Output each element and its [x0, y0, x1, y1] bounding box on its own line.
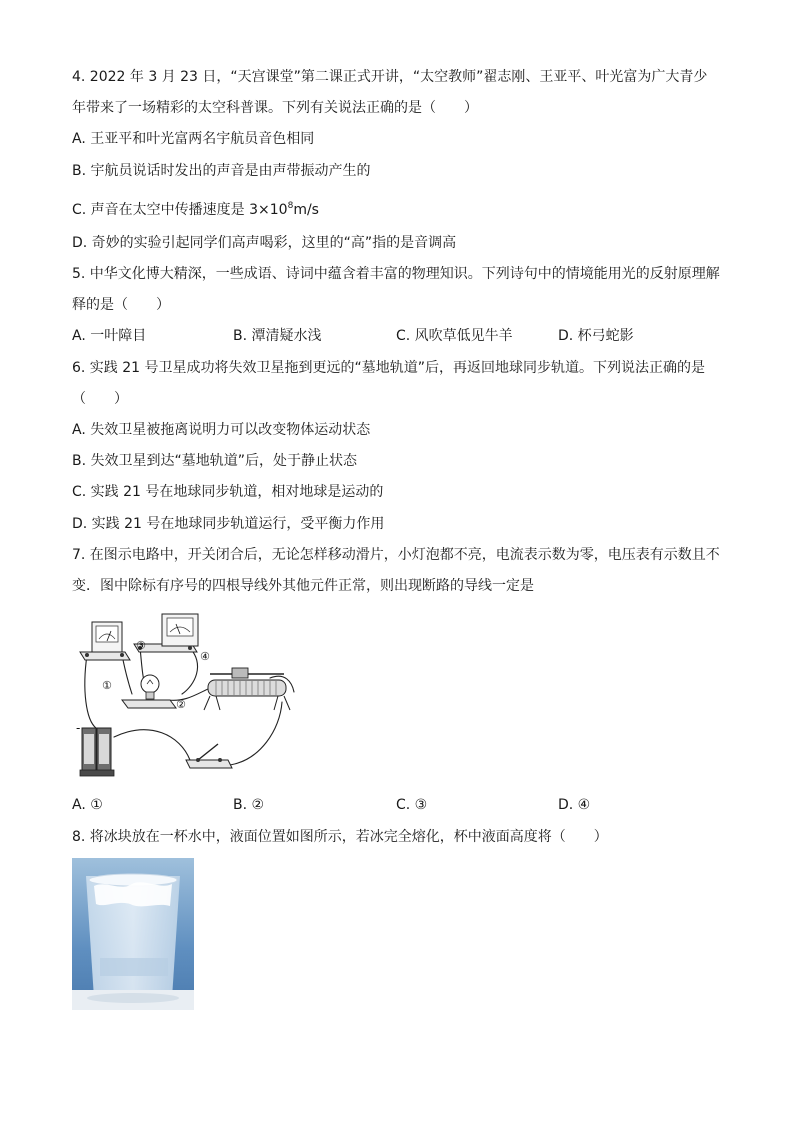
q4-option-d: D. 奇妙的实验引起同学们高声喝彩，这里的“高”指的是音调高	[72, 235, 457, 251]
switch	[186, 744, 232, 768]
q7-stem-line2: 变．图中除标有序号的四根导线外其他元件正常，则出现断路的导线一定是	[72, 578, 534, 594]
q6-stem-line1: 6. 实践 21 号卫星成功将失效卫星拖到更远的“墓地轨道”后，再返回地球同步轨道。下列说法正确的是	[72, 360, 706, 376]
q4-option-c-exponent: 8	[287, 201, 294, 211]
ammeter	[80, 622, 130, 660]
wire-4	[182, 648, 198, 694]
q5-option-d: D. 杯弓蛇影	[558, 328, 634, 344]
q6-option-b: B. 失效卫星到达“墓地轨道”后，处于静止状态	[72, 453, 358, 469]
wire-battery-switch	[114, 730, 190, 760]
circuit-diagram	[70, 610, 300, 780]
wire-1	[85, 655, 96, 728]
wire-label-3: ③	[136, 639, 146, 652]
q7-option-a: A. ①	[72, 797, 103, 813]
rheostat	[204, 668, 290, 710]
q5-option-a: A. 一叶障目	[72, 328, 147, 344]
q7-option-d: D. ④	[558, 797, 591, 813]
ice-water-glass-photo	[72, 858, 194, 1010]
q4-option-b: B. 宇航员说话时发出的声音是由声带振动产生的	[72, 163, 371, 179]
q4-option-c-unit: m/s	[293, 202, 319, 218]
q5-option-b: B. 潭清疑水浅	[233, 328, 322, 344]
wire-label-1: ①	[102, 679, 112, 692]
q7-option-c: C. ③	[396, 797, 428, 813]
q6-option-c: C. 实践 21 号在地球同步轨道，相对地球是运动的	[72, 484, 384, 500]
q6-option-a: A. 失效卫星被拖离说明力可以改变物体运动状态	[72, 422, 371, 438]
q5-stem-line1: 5. 中华文化博大精深，一些成语、诗词中蕴含着丰富的物理知识。下列诗句中的情境能用光的反射原理解	[72, 266, 720, 282]
q4-option-c-text: C. 声音在太空中传播速度是 3×10	[72, 202, 288, 218]
q4-option-a: A. 王亚平和叶光富两名宇航员音色相同	[72, 131, 315, 147]
q8-stem-line1: 8. 将冰块放在一杯水中，液面位置如图所示，若冰完全熔化，杯中液面高度将（ ）	[72, 829, 608, 845]
q5-stem-line2: 释的是（ ）	[72, 297, 170, 313]
q4-option-c	[72, 196, 319, 220]
battery-minus-sign: -	[76, 721, 81, 735]
battery	[80, 728, 114, 776]
q6-stem-line2: （ ）	[72, 391, 128, 407]
q6-option-d: D. 实践 21 号在地球同步轨道运行，受平衡力作用	[72, 516, 385, 532]
wire-2	[168, 688, 210, 700]
q4-stem-line2: 年带来了一场精彩的太空科普课。下列有关说法正确的是（ ）	[72, 100, 478, 116]
q7-stem-line1: 7. 在图示电路中，开关闭合后，无论怎样移动滑片，小灯泡都不亮，电流表示数为零，电压表有示数且不	[72, 547, 720, 563]
wire-switch-rheostat	[230, 702, 282, 765]
wire-label-4: ④	[200, 650, 210, 663]
q7-option-b: B. ②	[233, 797, 265, 813]
q5-option-c: C. 风吹草低见牛羊	[396, 328, 513, 344]
wire-label-2: ②	[176, 698, 186, 711]
wire-ammeter-lamp	[122, 655, 132, 694]
q4-stem-line1: 4. 2022 年 3 月 23 日，“天宫课堂”第二课正式开讲，“太空教师”翟志刚、王亚平、叶光富为广大青少	[72, 69, 708, 85]
light-bulb	[122, 675, 176, 708]
